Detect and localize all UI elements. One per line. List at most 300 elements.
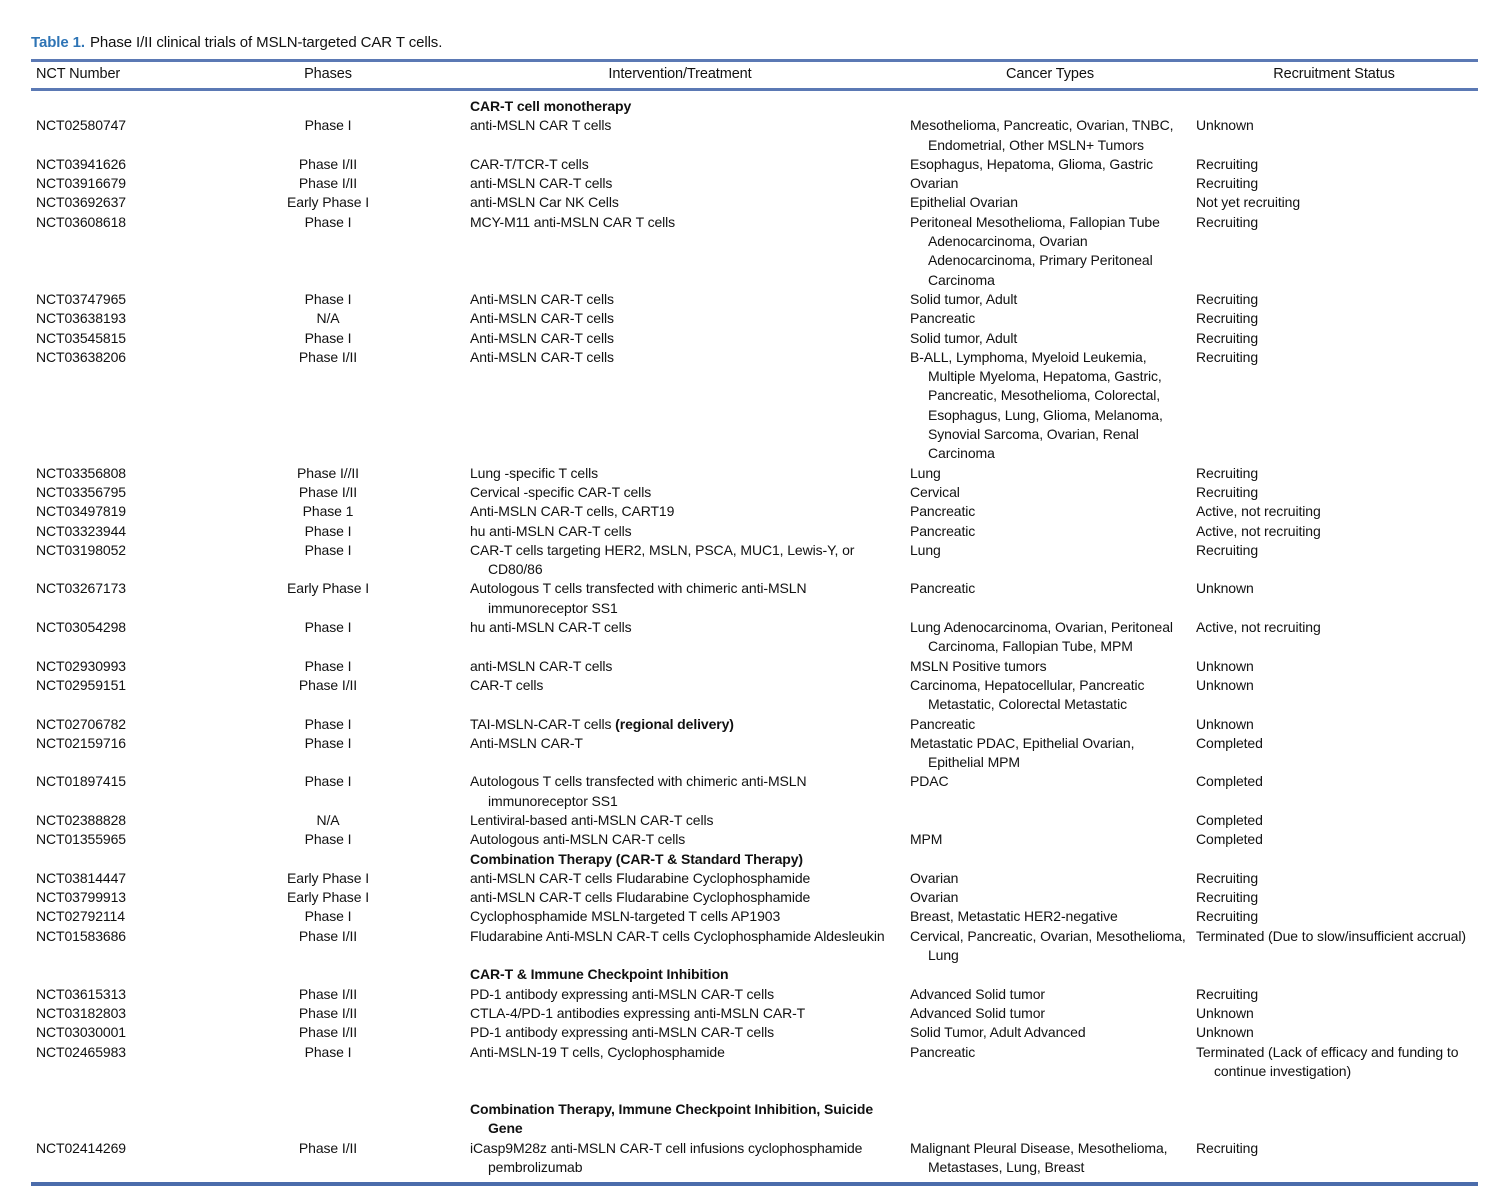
nct-number-cell bbox=[31, 522, 226, 541]
cancer-types-cell bbox=[910, 811, 1190, 830]
recruitment-status-cell bbox=[1190, 541, 1478, 580]
phase-cell bbox=[226, 811, 450, 830]
phase-value: Phase I bbox=[304, 831, 352, 848]
table-row bbox=[31, 309, 1478, 328]
phase-cell bbox=[226, 522, 450, 541]
intervention-cell bbox=[450, 1043, 910, 1082]
nct-number-cell bbox=[31, 579, 226, 618]
intervention-text-main: CAR-T cells targeting HER2, MSLN, PSCA, MUC1, Lewis-Y, or CD80/86 bbox=[470, 541, 855, 578]
recruitment-status-text: Unknown bbox=[1196, 1004, 1254, 1021]
cancer-types-text: Lung Adenocarcinoma, Ovarian, Peritoneal Carcinoma, Fallopian Tube, MPM bbox=[910, 619, 1173, 655]
cancer-types-cell bbox=[910, 657, 1190, 676]
intervention-cell bbox=[450, 1023, 910, 1042]
phase-value: Phase I/II bbox=[298, 985, 358, 1002]
phase-cell bbox=[226, 155, 450, 174]
recruitment-status-text: Recruiting bbox=[1196, 175, 1259, 192]
nct-number-cell bbox=[31, 657, 226, 676]
phase-cell bbox=[226, 927, 450, 966]
nct-number-cell bbox=[31, 965, 226, 984]
intervention-cell bbox=[450, 869, 910, 888]
recruitment-status-cell bbox=[1190, 329, 1478, 348]
cancer-types-cell bbox=[910, 1043, 1190, 1082]
nct-number: NCT03545815 bbox=[36, 329, 126, 346]
intervention-text-main: MCY-M11 anti-MSLN CAR T cells bbox=[470, 213, 676, 230]
phase-value: Phase I/II bbox=[298, 1024, 358, 1041]
cancer-types-text: Lung bbox=[910, 541, 941, 558]
nct-number: NCT03356808 bbox=[36, 464, 126, 481]
phase-value: Phase I/II bbox=[298, 155, 358, 172]
cancer-types-cell bbox=[910, 579, 1190, 618]
cancer-types-text: Metastatic PDAC, Epithelial Ovarian, Epithelial MPM bbox=[910, 734, 1135, 771]
recruitment-status-text: Not yet recruiting bbox=[1196, 194, 1301, 211]
recruitment-status-cell bbox=[1190, 715, 1478, 734]
intervention-text-main: anti-MSLN CAR-T cells Fludarabine Cyclophosphamide bbox=[470, 869, 811, 886]
cancer-types-text: Pancreatic bbox=[910, 1043, 976, 1060]
intervention-text bbox=[450, 811, 910, 830]
recruitment-status-text: Recruiting bbox=[1196, 908, 1259, 925]
section-row bbox=[31, 90, 1478, 117]
intervention-text-main: anti-MSLN CAR-T cells Fludarabine Cyclophosphamide bbox=[470, 889, 811, 906]
phase-value: Phase I/II bbox=[298, 483, 358, 500]
intervention-cell bbox=[450, 464, 910, 483]
phase-value: Early Phase I bbox=[287, 580, 369, 597]
intervention-text-main: Lung -specific T cells bbox=[470, 464, 599, 481]
nct-number: NCT03747965 bbox=[36, 290, 126, 307]
intervention-cell bbox=[450, 541, 910, 580]
nct-number-cell bbox=[31, 676, 226, 715]
phase-value: Phase I/II bbox=[298, 348, 358, 365]
intervention-text bbox=[450, 1023, 910, 1042]
intervention-cell bbox=[450, 734, 910, 773]
table-row bbox=[31, 927, 1478, 966]
intervention-text bbox=[450, 907, 910, 926]
intervention-text-main: Autologous T cells transfected with chimeric anti-MSLN immunoreceptor SS1 bbox=[470, 580, 807, 616]
cancer-types-cell bbox=[910, 618, 1190, 657]
recruitment-status-cell bbox=[1190, 309, 1478, 328]
nct-number-cell bbox=[31, 90, 226, 117]
table-row bbox=[31, 1043, 1478, 1082]
intervention-text-main: Anti-MSLN CAR-T cells bbox=[470, 348, 614, 365]
header-nct-number: NCT Number bbox=[31, 61, 226, 90]
nct-number-cell bbox=[31, 348, 226, 464]
recruitment-status-text: Completed bbox=[1196, 773, 1263, 790]
intervention-cell bbox=[450, 618, 910, 657]
intervention-cell bbox=[450, 309, 910, 328]
intervention-text bbox=[450, 1043, 910, 1062]
phase-value: Phase I/II bbox=[298, 927, 358, 944]
phase-value: Phase I bbox=[304, 734, 352, 751]
phase-value: Phase I bbox=[304, 541, 352, 558]
cancer-types-text: Mesothelioma, Pancreatic, Ovarian, TNBC, Endometrial, Other MSLN+ Tumors bbox=[910, 117, 1174, 153]
cancer-types-cell bbox=[910, 541, 1190, 580]
phase-value: Phase I bbox=[304, 715, 352, 732]
recruitment-status-cell bbox=[1190, 772, 1478, 811]
cancer-types-cell bbox=[910, 213, 1190, 290]
cancer-types-cell bbox=[910, 888, 1190, 907]
nct-number-cell bbox=[31, 772, 226, 811]
recruitment-status-text: Recruiting bbox=[1196, 464, 1259, 481]
table-row bbox=[31, 676, 1478, 715]
intervention-text bbox=[450, 734, 910, 753]
table-row bbox=[31, 1023, 1478, 1042]
intervention-text bbox=[450, 1004, 910, 1023]
intervention-text-main: Lentiviral-based anti-MSLN CAR-T cells bbox=[470, 811, 714, 828]
intervention-cell bbox=[450, 329, 910, 348]
recruitment-status-text: Recruiting bbox=[1196, 889, 1259, 906]
nct-number: NCT03615313 bbox=[36, 985, 126, 1002]
cancer-types-text: Ovarian bbox=[910, 175, 959, 192]
cancer-types-cell bbox=[910, 772, 1190, 811]
recruitment-status-text: Recruiting bbox=[1196, 348, 1259, 365]
recruitment-status-text: Completed bbox=[1196, 811, 1263, 828]
recruitment-status-cell bbox=[1190, 618, 1478, 657]
recruitment-status-text: Recruiting bbox=[1196, 155, 1259, 172]
intervention-text bbox=[450, 116, 910, 135]
phase-value: Phase I/II bbox=[298, 676, 358, 693]
intervention-text-main: Cervical -specific CAR-T cells bbox=[470, 483, 652, 500]
table-row bbox=[31, 715, 1478, 734]
phase-cell bbox=[226, 541, 450, 580]
phase-value: Phase I bbox=[304, 619, 352, 636]
cancer-types-cell bbox=[910, 676, 1190, 715]
table-row bbox=[31, 483, 1478, 502]
intervention-text-main: anti-MSLN Car NK Cells bbox=[470, 194, 619, 211]
cancer-types-cell bbox=[910, 155, 1190, 174]
phase-cell bbox=[226, 290, 450, 309]
phase-value: Phase I bbox=[304, 213, 352, 230]
phase-cell bbox=[226, 1081, 450, 1139]
recruitment-status-cell bbox=[1190, 830, 1478, 849]
phase-value: Phase I bbox=[304, 773, 352, 790]
cancer-types-text: Ovarian bbox=[910, 869, 959, 886]
intervention-text-main: iCasp9M28z anti-MSLN CAR-T cell infusions cyclophosphamide pembrolizumab bbox=[470, 1139, 863, 1176]
intervention-text bbox=[450, 329, 910, 348]
nct-number: NCT03814447 bbox=[36, 869, 126, 886]
section-heading: CAR-T cell monotherapy bbox=[470, 98, 632, 114]
header-cancer-types: Cancer Types bbox=[910, 61, 1190, 90]
table-row bbox=[31, 734, 1478, 773]
nct-number: NCT02159716 bbox=[36, 734, 126, 751]
nct-number-cell bbox=[31, 213, 226, 290]
nct-number: NCT02414269 bbox=[36, 1139, 126, 1156]
intervention-cell bbox=[450, 483, 910, 502]
table-header bbox=[31, 61, 1478, 90]
cancer-types-cell bbox=[910, 483, 1190, 502]
table-caption-label: Table 1. bbox=[31, 34, 85, 51]
table-row bbox=[31, 522, 1478, 541]
intervention-text bbox=[450, 464, 910, 483]
intervention-text-main: anti-MSLN CAR T cells bbox=[470, 117, 612, 134]
phase-value: Phase I bbox=[304, 329, 352, 346]
intervention-cell bbox=[450, 348, 910, 464]
phase-cell bbox=[226, 1023, 450, 1042]
table-row bbox=[31, 618, 1478, 657]
nct-number: NCT03267173 bbox=[36, 580, 126, 597]
intervention-cell bbox=[450, 888, 910, 907]
intervention-text-main: Anti-MSLN CAR-T cells bbox=[470, 329, 614, 346]
recruitment-status-cell bbox=[1190, 155, 1478, 174]
intervention-text bbox=[450, 174, 910, 193]
intervention-cell bbox=[450, 985, 910, 1004]
nct-number: NCT02580747 bbox=[36, 117, 126, 134]
header-row bbox=[31, 61, 1478, 90]
cancer-types-text: Ovarian bbox=[910, 889, 959, 906]
nct-number: NCT01897415 bbox=[36, 773, 126, 790]
intervention-text bbox=[450, 193, 910, 212]
intervention-cell bbox=[450, 830, 910, 849]
recruitment-status-text: Recruiting bbox=[1196, 290, 1259, 307]
table-row bbox=[31, 985, 1478, 1004]
table-row bbox=[31, 1139, 1478, 1185]
recruitment-status-cell bbox=[1190, 290, 1478, 309]
cancer-types-text: Cervical, Pancreatic, Ovarian, Mesothelioma, Lung bbox=[910, 927, 1186, 964]
nct-number: NCT03638206 bbox=[36, 348, 126, 365]
intervention-text bbox=[450, 483, 910, 502]
phase-cell bbox=[226, 657, 450, 676]
nct-number: NCT02792114 bbox=[36, 908, 125, 925]
nct-number-cell bbox=[31, 830, 226, 849]
intervention-cell bbox=[450, 116, 910, 155]
nct-number-cell bbox=[31, 811, 226, 830]
cancer-types-text: Pancreatic bbox=[910, 310, 976, 327]
nct-number-cell bbox=[31, 618, 226, 657]
cancer-types-cell bbox=[910, 174, 1190, 193]
nct-number: NCT03198052 bbox=[36, 541, 126, 558]
intervention-text-main: Cyclophosphamide MSLN-targeted T cells AP1903 bbox=[470, 908, 781, 925]
phase-value: Early Phase I bbox=[287, 194, 369, 211]
cancer-types-text: B-ALL, Lymphoma, Myeloid Leukemia, Multiple Myeloma, Hepatoma, Gastric, Pancreatic, Mesothelioma, Colorectal, Esophagus, Lung, Glioma, Melanoma, Synovial Sarcoma, Ovarian, Renal Carcinoma bbox=[910, 348, 1163, 462]
table-row bbox=[31, 869, 1478, 888]
recruitment-status-cell bbox=[1190, 888, 1478, 907]
nct-number-cell bbox=[31, 329, 226, 348]
phase-cell bbox=[226, 483, 450, 502]
intervention-cell bbox=[450, 290, 910, 309]
recruitment-status-text: Unknown bbox=[1196, 676, 1254, 693]
intervention-text-main: TAI-MSLN-CAR-T cells bbox=[470, 715, 616, 732]
nct-number: NCT02465983 bbox=[36, 1043, 126, 1060]
phase-cell bbox=[226, 90, 450, 117]
cancer-types-text: Solid tumor, Adult bbox=[910, 329, 1018, 346]
table-row bbox=[31, 213, 1478, 290]
recruitment-status-text: Active, not recruiting bbox=[1196, 522, 1321, 539]
intervention-text-main: Autologous T cells transfected with chimeric anti-MSLN immunoreceptor SS1 bbox=[470, 773, 807, 809]
cancer-types-text: Advanced Solid tumor bbox=[910, 985, 1045, 1002]
cancer-types-cell bbox=[910, 1023, 1190, 1042]
table-row bbox=[31, 174, 1478, 193]
intervention-text-main: CAR-T/TCR-T cells bbox=[470, 155, 589, 172]
nct-number-cell bbox=[31, 888, 226, 907]
phase-cell bbox=[226, 348, 450, 464]
cancer-types-cell bbox=[910, 290, 1190, 309]
nct-number: NCT02930993 bbox=[36, 657, 126, 674]
section-heading: Combination Therapy, Immune Checkpoint Inhibition, Suicide Gene bbox=[470, 1101, 874, 1137]
recruitment-status-cell bbox=[1190, 927, 1478, 966]
nct-number: NCT02388828 bbox=[36, 811, 126, 828]
table-row bbox=[31, 1004, 1478, 1023]
phase-cell bbox=[226, 965, 450, 984]
table-body bbox=[31, 90, 1478, 1185]
recruitment-status-cell bbox=[1190, 676, 1478, 715]
cancer-types-cell bbox=[910, 193, 1190, 212]
phase-cell bbox=[226, 715, 450, 734]
phase-cell bbox=[226, 329, 450, 348]
recruitment-status-text: Terminated (Due to slow/insufficient accrual) bbox=[1196, 927, 1466, 944]
table-row bbox=[31, 116, 1478, 155]
nct-number: NCT03323944 bbox=[36, 522, 126, 539]
intervention-cell bbox=[450, 1081, 910, 1139]
cancer-types-text: Peritoneal Mesothelioma, Fallopian Tube Adenocarcinoma, Ovarian Adenocarcinoma, Primary Peritoneal Carcinoma bbox=[910, 213, 1160, 288]
table-row bbox=[31, 811, 1478, 830]
phase-cell bbox=[226, 579, 450, 618]
section-row bbox=[31, 965, 1478, 984]
nct-number-cell bbox=[31, 174, 226, 193]
nct-number: NCT03054298 bbox=[36, 619, 126, 636]
recruitment-status-cell bbox=[1190, 348, 1478, 464]
cancer-types-text: Carcinoma, Hepatocellular, Pancreatic Metastatic, Colorectal Metastatic bbox=[910, 676, 1145, 713]
nct-number: NCT03497819 bbox=[36, 503, 126, 520]
nct-number-cell bbox=[31, 1043, 226, 1082]
phase-cell bbox=[226, 618, 450, 657]
recruitment-status-cell bbox=[1190, 502, 1478, 521]
recruitment-status-text: Recruiting bbox=[1196, 213, 1259, 230]
cancer-types-cell bbox=[910, 1139, 1190, 1185]
cancer-types-text: Esophagus, Hepatoma, Glioma, Gastric bbox=[910, 155, 1154, 172]
recruitment-status-text: Recruiting bbox=[1196, 869, 1259, 886]
phase-cell bbox=[226, 213, 450, 290]
cancer-types-cell bbox=[910, 90, 1190, 117]
recruitment-status-text: Recruiting bbox=[1196, 329, 1259, 346]
nct-number-cell bbox=[31, 1004, 226, 1023]
recruitment-status-cell bbox=[1190, 657, 1478, 676]
intervention-text-main: Autologous anti-MSLN CAR-T cells bbox=[470, 831, 686, 848]
intervention-text-main: PD-1 antibody expressing anti-MSLN CAR-T cells bbox=[470, 1024, 775, 1041]
table-row bbox=[31, 541, 1478, 580]
phase-value: Phase I/II bbox=[298, 1139, 358, 1156]
recruitment-status-cell bbox=[1190, 90, 1478, 117]
table-row bbox=[31, 193, 1478, 212]
recruitment-status-cell bbox=[1190, 483, 1478, 502]
nct-number-cell bbox=[31, 155, 226, 174]
section-row bbox=[31, 850, 1478, 869]
recruitment-status-cell bbox=[1190, 734, 1478, 773]
intervention-cell bbox=[450, 90, 910, 117]
recruitment-status-text: Completed bbox=[1196, 734, 1263, 751]
phase-cell bbox=[226, 1043, 450, 1082]
intervention-cell bbox=[450, 965, 910, 984]
nct-number-cell bbox=[31, 464, 226, 483]
recruitment-status-text: Active, not recruiting bbox=[1196, 503, 1321, 520]
nct-number: NCT03030001 bbox=[36, 1024, 126, 1041]
nct-number-cell bbox=[31, 907, 226, 926]
intervention-text bbox=[450, 522, 910, 541]
table-row bbox=[31, 348, 1478, 464]
recruitment-status-cell bbox=[1190, 579, 1478, 618]
phase-cell bbox=[226, 676, 450, 715]
phase-value: Phase I bbox=[304, 522, 352, 539]
recruitment-status-cell bbox=[1190, 811, 1478, 830]
phase-cell bbox=[226, 888, 450, 907]
nct-number: NCT03182803 bbox=[36, 1004, 126, 1021]
intervention-text-main: CAR-T cells bbox=[470, 676, 544, 693]
cancer-types-cell bbox=[910, 329, 1190, 348]
nct-number-cell bbox=[31, 1139, 226, 1185]
intervention-text bbox=[450, 772, 910, 811]
intervention-text bbox=[450, 348, 910, 367]
recruitment-status-cell bbox=[1190, 1043, 1478, 1082]
table-row bbox=[31, 290, 1478, 309]
phase-value: Phase I/II bbox=[298, 1004, 358, 1021]
table-row bbox=[31, 155, 1478, 174]
cancer-types-cell bbox=[910, 734, 1190, 773]
nct-number-cell bbox=[31, 1081, 226, 1139]
recruitment-status-text: Terminated (Lack of efficacy and funding to continue investigation) bbox=[1196, 1043, 1459, 1079]
cancer-types-text: PDAC bbox=[910, 773, 949, 790]
intervention-cell bbox=[450, 1004, 910, 1023]
cancer-types-text: Lung bbox=[910, 464, 941, 481]
intervention-text bbox=[450, 213, 910, 232]
phase-value: Phase I bbox=[304, 657, 352, 674]
recruitment-status-cell bbox=[1190, 850, 1478, 869]
phase-cell bbox=[226, 985, 450, 1004]
cancer-types-text: Solid tumor, Adult bbox=[910, 290, 1018, 307]
recruitment-status-text: Unknown bbox=[1196, 1024, 1254, 1041]
section-row bbox=[31, 1081, 1478, 1139]
nct-number-cell bbox=[31, 1023, 226, 1042]
table-row bbox=[31, 502, 1478, 521]
intervention-text bbox=[450, 290, 910, 309]
intervention-text bbox=[450, 869, 910, 888]
nct-number: NCT01583686 bbox=[36, 927, 126, 944]
phase-value: Phase I bbox=[304, 117, 352, 134]
phase-cell bbox=[226, 772, 450, 811]
nct-number-cell bbox=[31, 290, 226, 309]
intervention-text-main: anti-MSLN CAR-T cells bbox=[470, 175, 613, 192]
nct-number-cell bbox=[31, 483, 226, 502]
table-row bbox=[31, 657, 1478, 676]
recruitment-status-cell bbox=[1190, 1004, 1478, 1023]
intervention-text bbox=[450, 676, 910, 695]
cancer-types-cell bbox=[910, 869, 1190, 888]
phase-value: Phase I/II bbox=[298, 175, 358, 192]
recruitment-status-text: Recruiting bbox=[1196, 985, 1259, 1002]
recruitment-status-text: Unknown bbox=[1196, 715, 1254, 732]
header-recruitment-status: Recruitment Status bbox=[1190, 61, 1478, 90]
intervention-cell bbox=[450, 676, 910, 715]
nct-number: NCT03638193 bbox=[36, 310, 126, 327]
cancer-types-text: Pancreatic bbox=[910, 715, 976, 732]
table-row bbox=[31, 464, 1478, 483]
table-row bbox=[31, 888, 1478, 907]
recruitment-status-cell bbox=[1190, 116, 1478, 155]
intervention-text bbox=[450, 155, 910, 174]
intervention-text bbox=[450, 1139, 910, 1178]
cancer-types-cell bbox=[910, 309, 1190, 328]
intervention-cell bbox=[450, 174, 910, 193]
recruitment-status-cell bbox=[1190, 907, 1478, 926]
table-row bbox=[31, 579, 1478, 618]
nct-number-cell bbox=[31, 850, 226, 869]
cancer-types-text: Epithelial Ovarian bbox=[910, 194, 1018, 211]
recruitment-status-cell bbox=[1190, 985, 1478, 1004]
recruitment-status-cell bbox=[1190, 464, 1478, 483]
recruitment-status-text: Recruiting bbox=[1196, 483, 1259, 500]
cancer-types-cell bbox=[910, 927, 1190, 966]
section-heading: CAR-T & Immune Checkpoint Inhibition bbox=[470, 966, 729, 983]
cancer-types-cell bbox=[910, 850, 1190, 869]
cancer-types-cell bbox=[910, 965, 1190, 984]
intervention-text-main: Anti-MSLN-19 T cells, Cyclophosphamide bbox=[470, 1043, 725, 1060]
intervention-text bbox=[450, 830, 910, 849]
